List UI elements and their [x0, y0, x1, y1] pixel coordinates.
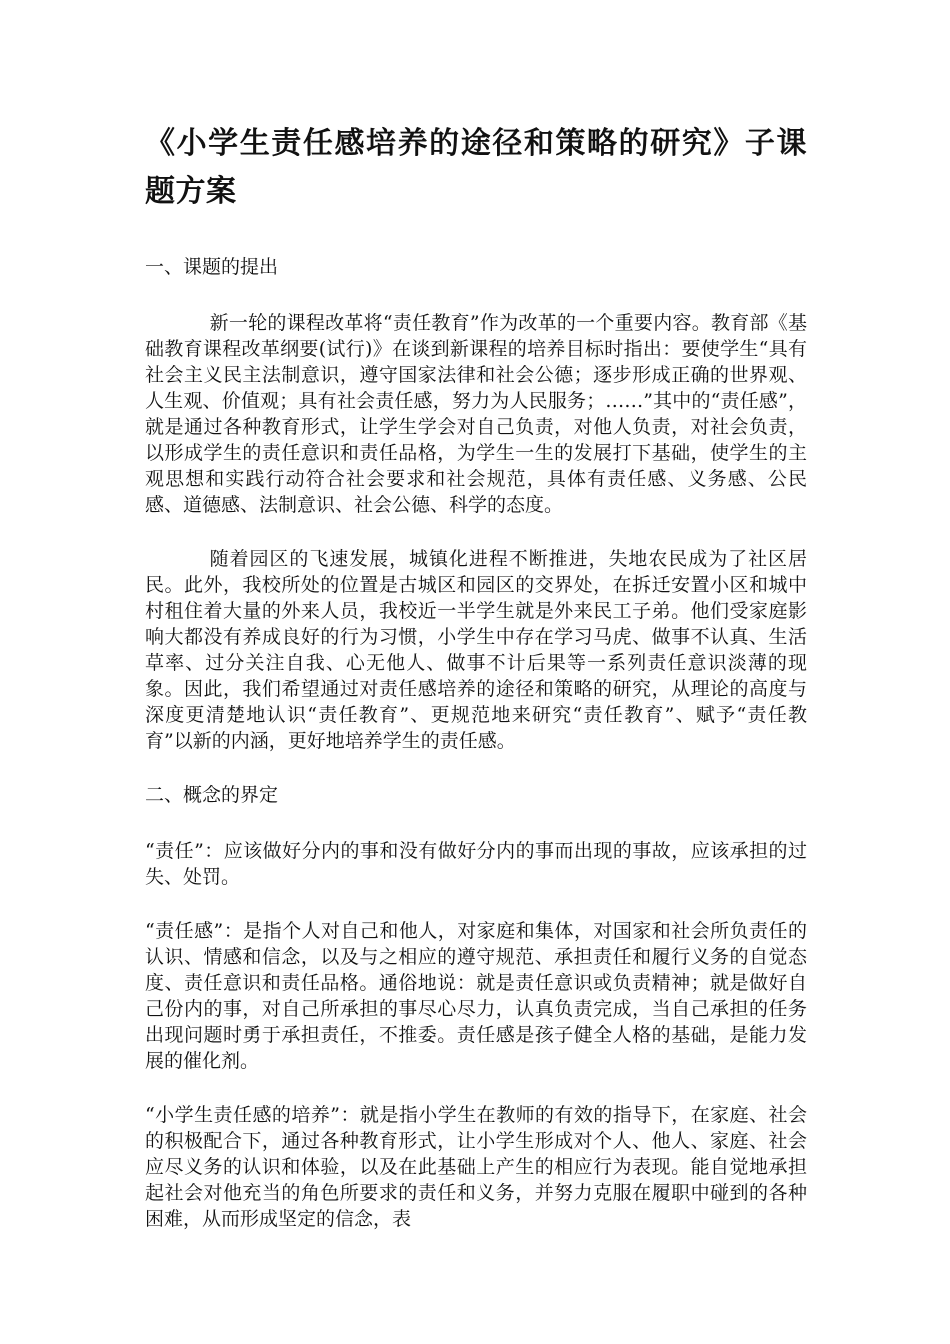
document-page: [145, 120, 807, 1260]
paragraph: 随着园区的飞速发展，城镇化进程不断推进，失地农民成为了社区居民。此外，我校所处的位置是古城区和园区的交界处，在拆迁安置小区和城中村租住着大量的外来人员，我校近一半学生就是外来民工子弟。他们受家庭影响大都没有养成良好的行为习惯，小学生中存在学习马虎、做事不认真、生活草率、过分关注自我、心无他人、做事不计后果等一系列责任意识淡薄的现象。因此，我们希望通过对责任感培养的途径和策略的研究，从理论的高度与深度更清楚地认识“责任教育”、更规范地来研究“责任教育”、赋予“责任教育”以新的内涵，更好地培养学生的责任感。: [145, 548, 807, 752]
section-definitions: [145, 782, 807, 1232]
paragraph: “责任感”：是指个人对自己和他人，对家庭和集体，对国家和社会所负责任的认识、情感和信念，以及与之相应的遵守规范、承担责任和履行义务的自觉态度、责任意识和责任品格。通俗地说：就是责任意识或负责精神；就是做好自己份内的事，对自己所承担的事尽心尽力，认真负责完成，当自己承担的任务出现问题时勇于承担责任，不推委。责任感是孩子健全人格的基础，是能力发展的催化剂。: [145, 920, 807, 1072]
section-heading: 二、概念的界定: [145, 784, 279, 806]
paragraph: “责任”：应该做好分内的事和没有做好分内的事而出现的事故，应该承担的过失、处罚。: [145, 840, 807, 888]
document-title: 《小学生责任感培养的途径和策略的研究》子课题方案: [145, 126, 807, 209]
paragraph: “小学生责任感的培养”：就是指小学生在教师的有效的指导下，在家庭、社会的积极配合下，通过各种教育形式，让小学生形成对个人、他人、家庭、社会应尽义务的认识和体验，以及在此基础上产生的相应行为表现。能自觉地承担起社会对他充当的角色所要求的责任和义务，并努力克服在履职中碰到的各种困难，从而形成坚定的信念，表: [145, 1104, 807, 1230]
section-heading: 一、课题的提出: [145, 256, 279, 278]
section-proposal: [145, 254, 807, 754]
paragraph: 新一轮的课程改革将“责任教育”作为改革的一个重要内容。教育部《基础教育课程改革纲要(试行)》在谈到新课程的培养目标时指出：要使学生“具有社会主义民主法制意识，遵守国家法律和社会公德；逐步形成正确的世界观、人生观、价值观；具有社会责任感，努力为人民服务；……”其中的“责任感”，就是通过各种教育形式，让学生学会对自己负责，对他人负责，对社会负责，以形成学生的责任意识和责任品格，为学生一生的发展打下基础，使学生的主观思想和实践行动符合社会要求和社会规范，具体有责任感、义务感、公民感、道德感、法制意识、社会公德、科学的态度。: [145, 312, 807, 516]
